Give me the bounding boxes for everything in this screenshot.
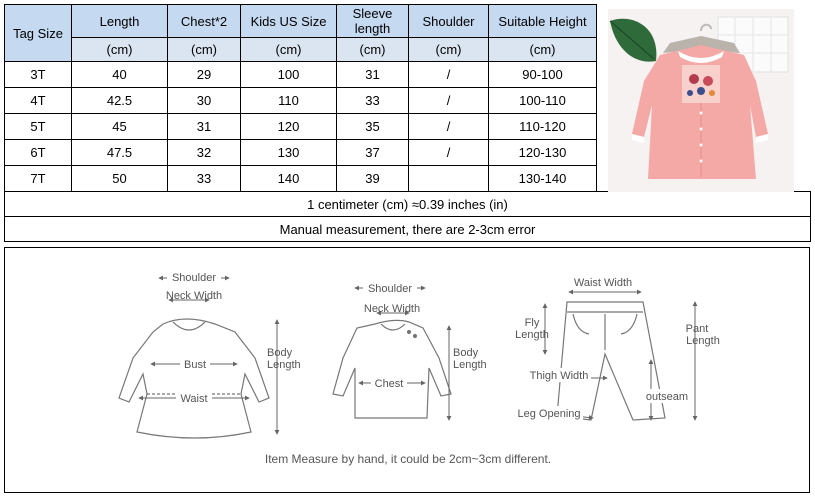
cell-sleeve-length: 39 (337, 166, 409, 192)
cell-tag-size: 4T (5, 88, 72, 114)
shirt-body-length-line1: Body (453, 347, 479, 359)
product-photo (608, 9, 794, 192)
cell-tag-size: 3T (5, 62, 72, 88)
cell-length: 47.5 (72, 140, 168, 166)
cell-kids-us-size: 100 (241, 62, 337, 88)
header-chest: Chest*2 (168, 5, 241, 38)
shirt-neck-width-label: Neck Width (363, 303, 421, 315)
cell-tag-size: 5T (5, 114, 72, 140)
cell-length: 40 (72, 62, 168, 88)
pants-pant-length-line1: Pant (685, 323, 709, 335)
pants-fly-length-line2: Length (515, 329, 549, 341)
cell-tag-size: 7T (5, 166, 72, 192)
cell-chest: 33 (168, 166, 241, 192)
cell-sleeve-length: 35 (337, 114, 409, 140)
cell-suitable-height: 120-130 (489, 140, 597, 166)
dress-shoulder-label: Shoulder (171, 272, 217, 284)
cell-shoulder: / (409, 114, 489, 140)
unit-shoulder: (cm) (409, 38, 489, 62)
cell-kids-us-size: 110 (241, 88, 337, 114)
shirt-body-length-line2: Length (453, 359, 487, 371)
dress-neck-width-label: Neck Width (165, 290, 223, 302)
pants-thigh-width-label: Thigh Width (529, 370, 589, 382)
pants-outseam-label: outseam (645, 391, 689, 403)
cell-suitable-height: 90-100 (489, 62, 597, 88)
shirt-diagram (333, 320, 451, 418)
cell-length: 50 (72, 166, 168, 192)
cell-chest: 31 (168, 114, 241, 140)
cell-sleeve-length: 31 (337, 62, 409, 88)
unit-sleeve-length: (cm) (337, 38, 409, 62)
cell-suitable-height: 130-140 (489, 166, 597, 192)
cell-kids-us-size: 130 (241, 140, 337, 166)
dress-diagram (119, 319, 269, 438)
cell-sleeve-length: 37 (337, 140, 409, 166)
pants-waist-width-label: Waist Width (573, 277, 633, 289)
cell-sleeve-length: 33 (337, 88, 409, 114)
pants-fly-length-line1: Fly (524, 317, 540, 329)
cell-tag-size: 6T (5, 140, 72, 166)
cell-suitable-height: 100-110 (489, 88, 597, 114)
pants-leg-opening-label: Leg Opening (517, 408, 581, 420)
cell-shoulder: / (409, 140, 489, 166)
dress-waist-label: Waist (180, 393, 208, 405)
header-length: Length (72, 5, 168, 38)
cell-shoulder: / (409, 62, 489, 88)
error-note: Manual measurement, there are 2-3cm error (5, 217, 811, 242)
diagram-footer-note: Item Measure by hand, it could be 2cm~3cm different. (264, 452, 552, 466)
header-shoulder: Shoulder (409, 5, 489, 38)
cell-chest: 30 (168, 88, 241, 114)
unit-chest: (cm) (168, 38, 241, 62)
cell-kids-us-size: 120 (241, 114, 337, 140)
pants-pant-length-line2: Length (686, 335, 720, 347)
header-tag-size: Tag Size (5, 5, 72, 62)
unit-kids-us-size: (cm) (241, 38, 337, 62)
measurement-diagram (4, 247, 810, 493)
dress-body-length-line2: Length (267, 359, 301, 371)
cell-length: 42.5 (72, 88, 168, 114)
cell-kids-us-size: 140 (241, 166, 337, 192)
shirt-shoulder-label: Shoulder (367, 283, 413, 295)
shirt-chest-label: Chest (374, 378, 404, 390)
cell-chest: 29 (168, 62, 241, 88)
cell-shoulder (409, 166, 489, 192)
header-kids-us-size: Kids US Size (241, 5, 337, 38)
unit-suitable-height: (cm) (489, 38, 597, 62)
cell-shoulder: / (409, 88, 489, 114)
cell-chest: 32 (168, 140, 241, 166)
header-suitable-height: Suitable Height (489, 5, 597, 38)
dress-bust-label: Bust (183, 359, 207, 371)
conversion-note: 1 centimeter (cm) ≈0.39 inches (in) (5, 192, 811, 217)
dress-body-length-line1: Body (267, 347, 293, 359)
shirt-photo-illustration (608, 9, 794, 192)
cell-suitable-height: 110-120 (489, 114, 597, 140)
cell-length: 45 (72, 114, 168, 140)
unit-length: (cm) (72, 38, 168, 62)
header-sleeve-length: Sleeve length (337, 5, 409, 38)
